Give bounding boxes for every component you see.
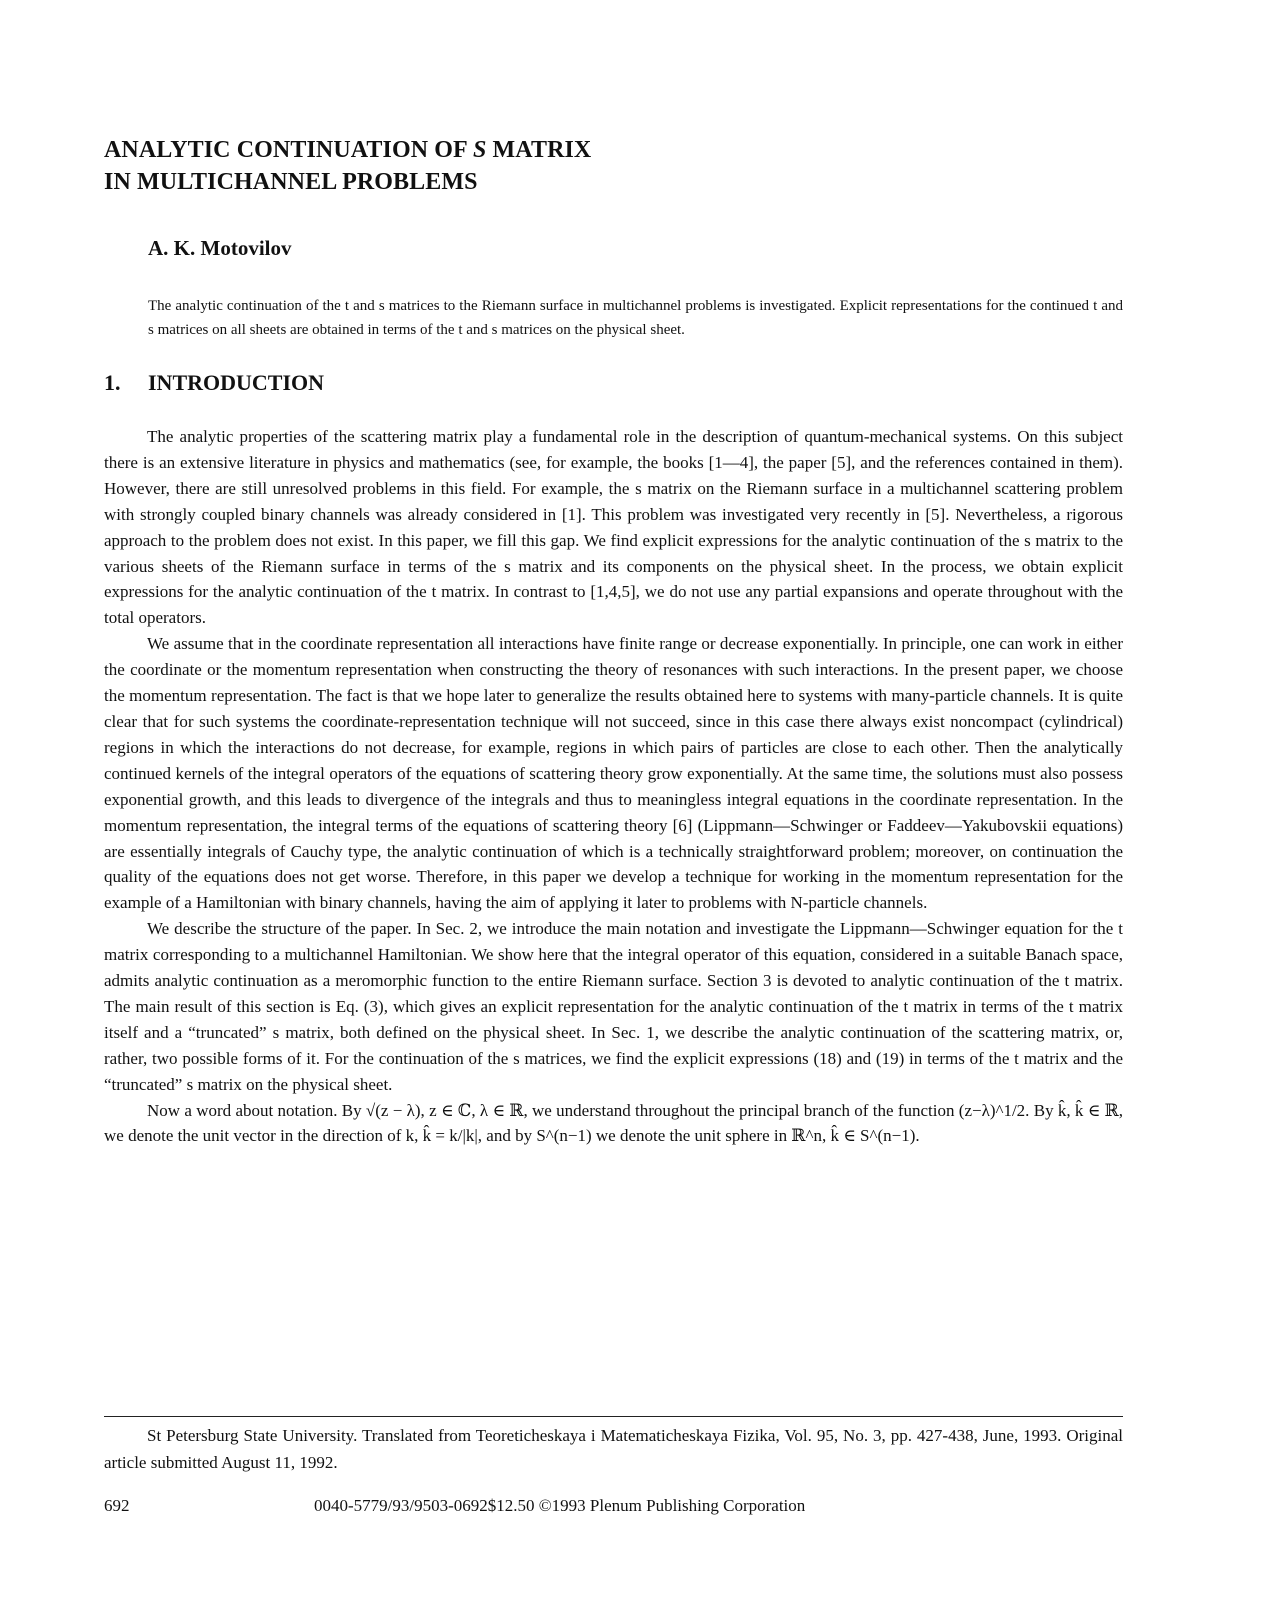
article-title	[104, 134, 804, 198]
body-text	[104, 424, 1123, 1149]
title-italic-s: S	[473, 137, 487, 163]
section-number: 1.	[104, 370, 121, 395]
section-heading	[104, 370, 324, 396]
paragraph: We assume that in the coordinate representation all interactions have finite range or decrease exponentially. In principle, one can work in either the coordinate or the momentum representation when constructing the theory of resonances with such interactions. In the present paper, we choose the momentum representation. The fact is that we hope later to generalize the results obtained here to systems with many-particle channels. It is quite clear that for such systems the coordinate-representation technique will not succeed, since in this case there always exist noncompact (cylindrical) regions in which the interactions do not decrease, for example, regions in which pairs of particles are close to each other. Then the analytically continued kernels of the integral operators of the equations of scattering theory grow exponentially. At the same time, the solutions must also possess exponential growth, and this leads to divergence of the integrals and thus to meaningless integral equations in the coordinate representation. In the momentum representation, the integral terms of the equations of scattering theory [6] (Lippmann—Schwinger or Faddeev—Yakubovskii equations) are essentially integrals of Cauchy type, the analytic continuation of which is a technically straightforward problem; moreover, on continuation the quality of the equations does not get worse. Therefore, in this paper we develop a technique for working in the momentum representation for the example of a Hamiltonian with binary channels, having the aim of applying it later to problems with N-particle channels.	[104, 634, 1123, 913]
abstract: The analytic continuation of the t and s matrices to the Riemann surface in multichannel problems is investigated. Explicit representations for the continued t and s matrices on all sheets are obtained in terms of the t and s matrices on the physical sheet.	[148, 298, 1123, 338]
article-title-line-1: ANALYTIC CONTINUATION OF S MATRIX	[104, 137, 592, 163]
footnote: St Petersburg State University. Translated from Teoreticheskaya i Matematicheskaya Fizika, Vol. 95, No. 3, pp. 427-438, June, 1993. Original article submitted August 11, 1992.	[104, 1426, 1123, 1472]
paragraph: Now a word about notation. By √(z − λ), z ∈ ℂ, λ ∈ ℝ, we understand throughout the principal branch of the function (z−λ)^1/2. By k̂, k̂ ∈ ℝ, we denote the unit vector in the direction of k, k̂ = k/|k|, and by S^(n−1) we denote the unit sphere in ℝ^n, k̂ ∈ S^(n−1).	[104, 1100, 1123, 1146]
footnote-rule	[104, 1416, 1123, 1417]
page-number: 692	[104, 1496, 130, 1515]
copyright-line: 0040-5779/93/9503-0692$12.50 ©1993 Plenum Publishing Corporation	[314, 1496, 806, 1515]
author-name: A. K. Motovilov	[148, 236, 292, 260]
paragraph: The analytic properties of the scattering matrix play a fundamental role in the description of quantum-mechanical systems. On this subject there is an extensive literature in physics and mathematics (see, for example, the books [1—4], the paper [5], and the references contained in them). However, there are still unresolved problems in this field. For example, the s matrix on the Riemann surface in a multichannel scattering problem with strongly coupled binary channels was already considered in [1]. This problem was investigated very recently in [5]. Nevertheless, a rigorous approach to the problem does not exist. In this paper, we fill this gap. We find explicit expressions for the analytic continuation of the s matrix to the various sheets of the Riemann surface in terms of the s matrix and its components on the physical sheet. In the process, we obtain explicit expressions for the analytic continuation of the t matrix. In contrast to [1,4,5], we do not use any partial expansions and operate throughout with the total operators.	[104, 427, 1123, 628]
paragraph: We describe the structure of the paper. In Sec. 2, we introduce the main notation and investigate the Lippmann—Schwinger equation for the t matrix corresponding to a multichannel Hamiltonian. We show here that the integral operator of this equation, considered in a suitable Banach space, admits analytic continuation as a meromorphic function to the entire Riemann surface. Section 3 is devoted to analytic continuation of the t matrix. The main result of this section is Eq. (3), which gives an explicit representation for the analytic continuation of the t matrix in terms of the t matrix itself and a “truncated” s matrix, both defined on the physical sheet. In Sec. 1, we describe the analytic continuation of the scattering matrix, or, rather, two possible forms of it. For the continuation of the s matrices, we find the explicit expressions (18) and (19) in terms of the t matrix and the “truncated” s matrix on the physical sheet.	[104, 919, 1123, 1094]
article-title-line-2: IN MULTICHANNEL PROBLEMS	[104, 169, 478, 195]
section-title: INTRODUCTION	[148, 370, 325, 395]
